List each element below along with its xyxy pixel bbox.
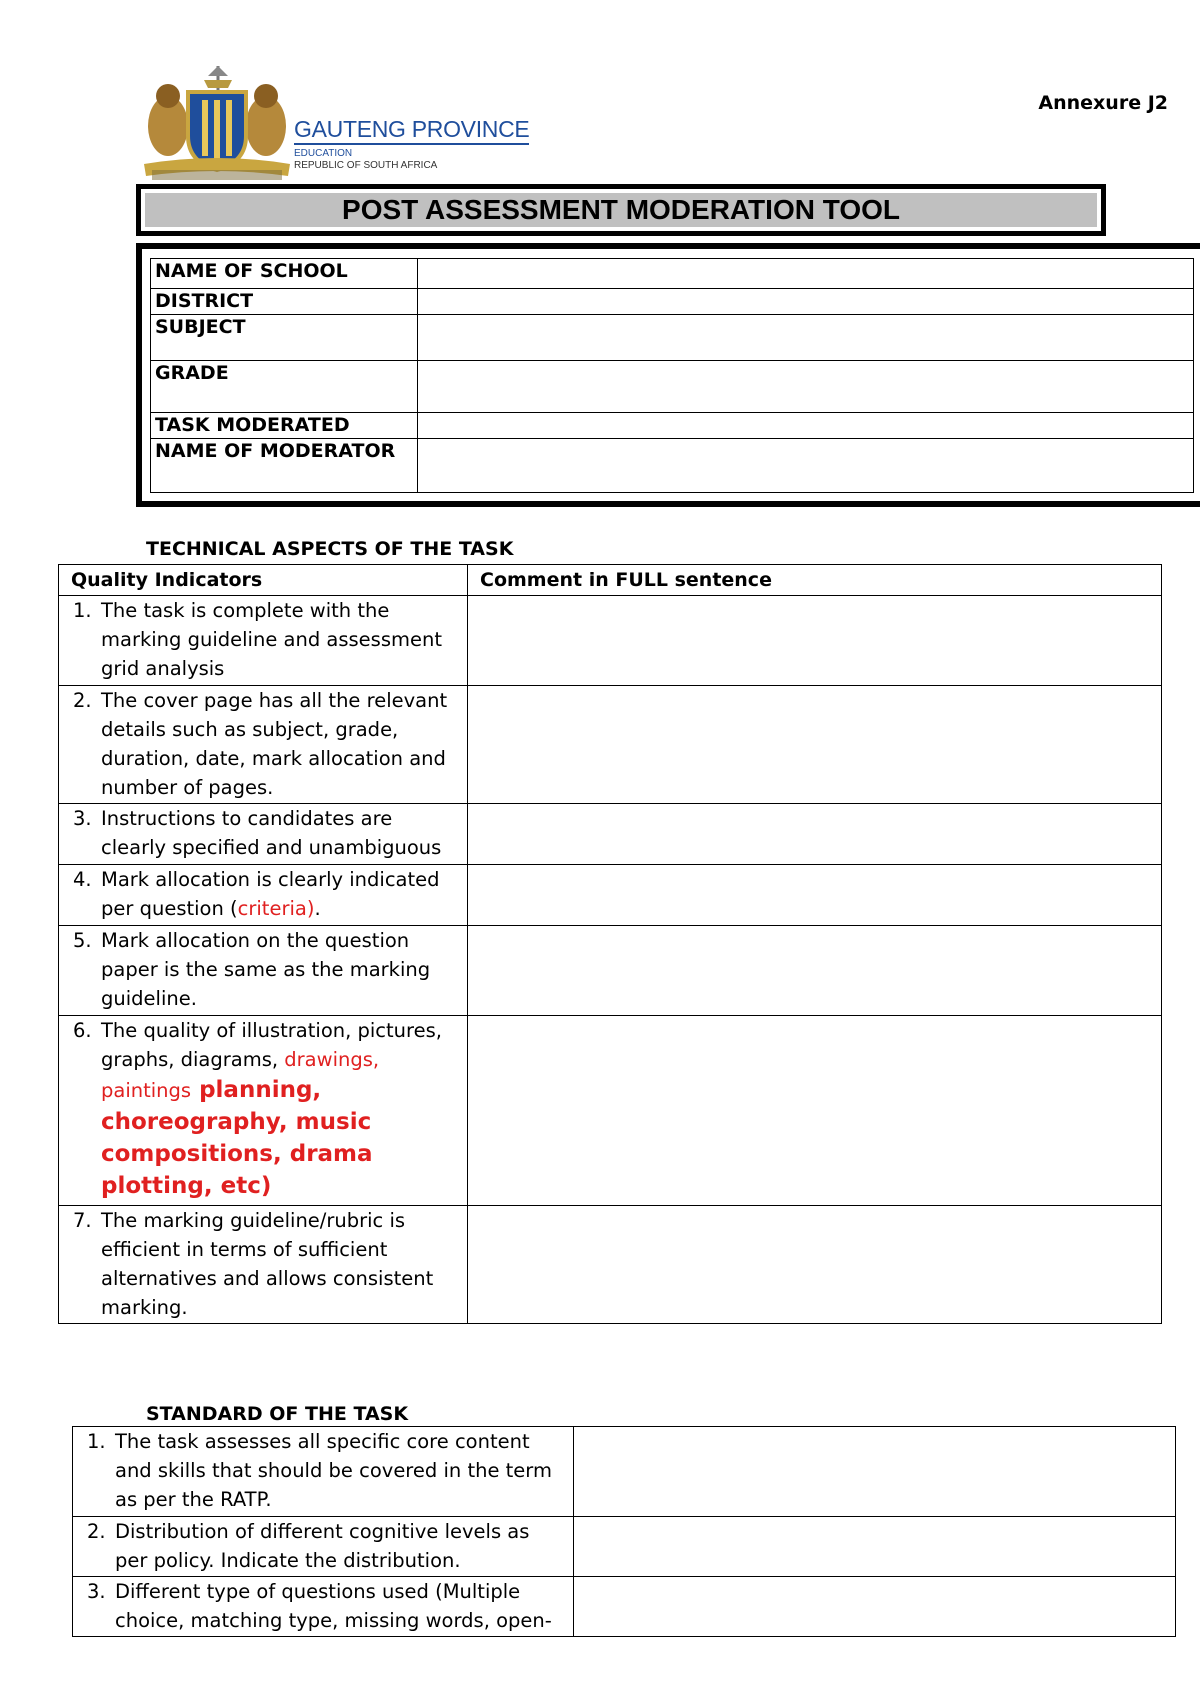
info-label: SUBJECT: [151, 315, 418, 361]
comment-cell[interactable]: [468, 926, 1162, 1016]
item-text: The quality of illustration, pictures, graphs, diagrams,: [101, 1019, 442, 1071]
info-row-subject: [151, 315, 1194, 361]
logo-department: EDUCATION: [294, 148, 353, 159]
logo-country: REPUBLIC OF SOUTH AFRICA: [294, 160, 438, 171]
coat-of-arms-icon: [142, 66, 292, 184]
comment-cell[interactable]: [468, 1206, 1162, 1324]
col-header-indicators: Quality Indicators: [59, 565, 468, 596]
item-text: The task assesses all specific core content and skills that should be covered in the term as per the RATP.: [115, 1430, 552, 1511]
item-number: 2.: [87, 1520, 106, 1543]
info-value-field[interactable]: [418, 289, 1194, 315]
title-bar: [136, 184, 1106, 236]
item-text: Different type of questions used (Multiple choice, matching type, missing words, open-: [115, 1580, 552, 1632]
annexure-label: Annexure J2: [1038, 92, 1168, 114]
table-row: [59, 686, 1162, 804]
comment-cell[interactable]: [468, 804, 1162, 865]
info-label: NAME OF MODERATOR: [151, 439, 418, 493]
table-row: [59, 596, 1162, 686]
page-title: POST ASSESSMENT MODERATION TOOL: [145, 193, 1097, 227]
item-number: 4.: [73, 868, 92, 891]
item-text: Mark allocation on the question paper is the same as the marking guideline.: [101, 929, 431, 1010]
comment-cell[interactable]: [574, 1577, 1176, 1637]
info-label: NAME OF SCHOOL: [151, 259, 418, 289]
info-value-field[interactable]: [418, 439, 1194, 493]
technical-aspects-table: [58, 564, 1162, 1324]
item-text: Mark allocation is clearly indicated per question (: [101, 868, 440, 920]
item-number: 1.: [87, 1430, 106, 1453]
technical-section-title: TECHNICAL ASPECTS OF THE TASK: [146, 538, 514, 560]
item-text: The task is complete with the marking guideline and assessment grid analysis: [101, 599, 442, 680]
standard-table: [72, 1426, 1176, 1637]
info-label: DISTRICT: [151, 289, 418, 315]
comment-cell[interactable]: [468, 686, 1162, 804]
table-row: [73, 1517, 1176, 1577]
table-row: [73, 1427, 1176, 1517]
item-text-red: drawings, paintings: [101, 1048, 380, 1102]
table-row: [59, 1016, 1162, 1206]
item-number: 7.: [73, 1209, 92, 1232]
item-text-red-bold: planning, choreography, music compositions, drama plotting, etc): [101, 1077, 373, 1199]
info-value-field[interactable]: [418, 361, 1194, 413]
info-row-school: [151, 259, 1194, 289]
item-number: 1.: [73, 599, 92, 622]
info-label: TASK MODERATED: [151, 413, 418, 439]
info-row-grade: [151, 361, 1194, 413]
standard-section-title: STANDARD OF THE TASK: [146, 1403, 409, 1425]
table-header-row: [59, 565, 1162, 596]
info-row-moderator: [151, 439, 1194, 493]
item-number: 6.: [73, 1019, 92, 1042]
col-header-comment: Comment in FULL sentence: [468, 565, 1162, 596]
item-text-after: .: [314, 897, 321, 920]
comment-cell[interactable]: [468, 1016, 1162, 1206]
comment-cell[interactable]: [574, 1517, 1176, 1577]
item-number: 2.: [73, 689, 92, 712]
info-label: GRADE: [151, 361, 418, 413]
item-text: The cover page has all the relevant details such as subject, grade, duration, date, mark allocation and number of pages.: [101, 689, 448, 799]
item-number: 3.: [73, 807, 92, 830]
info-row-district: [151, 289, 1194, 315]
table-row: [59, 926, 1162, 1016]
item-text-red: criteria): [237, 897, 315, 920]
table-row: [59, 865, 1162, 926]
table-row: [59, 804, 1162, 865]
logo-province-name: GAUTENG PROVINCE: [294, 116, 529, 145]
info-row-task: [151, 413, 1194, 439]
gauteng-logo: [142, 66, 530, 184]
item-number: 3.: [87, 1580, 106, 1603]
table-row: [73, 1577, 1176, 1637]
info-value-field[interactable]: [418, 259, 1194, 289]
school-info-table: [150, 258, 1194, 493]
item-text: The marking guideline/rubric is efficient in terms of sufficient alternatives and allows consistent marking.: [101, 1209, 434, 1319]
comment-cell[interactable]: [468, 596, 1162, 686]
comment-cell[interactable]: [574, 1427, 1176, 1517]
item-text: Instructions to candidates are clearly specified and unambiguous: [101, 807, 442, 859]
item-text: Distribution of different cognitive levels as per policy. Indicate the distribution.: [115, 1520, 530, 1572]
table-row: [59, 1206, 1162, 1324]
item-number: 5.: [73, 929, 92, 952]
info-value-field[interactable]: [418, 413, 1194, 439]
comment-cell[interactable]: [468, 865, 1162, 926]
info-value-field[interactable]: [418, 315, 1194, 361]
